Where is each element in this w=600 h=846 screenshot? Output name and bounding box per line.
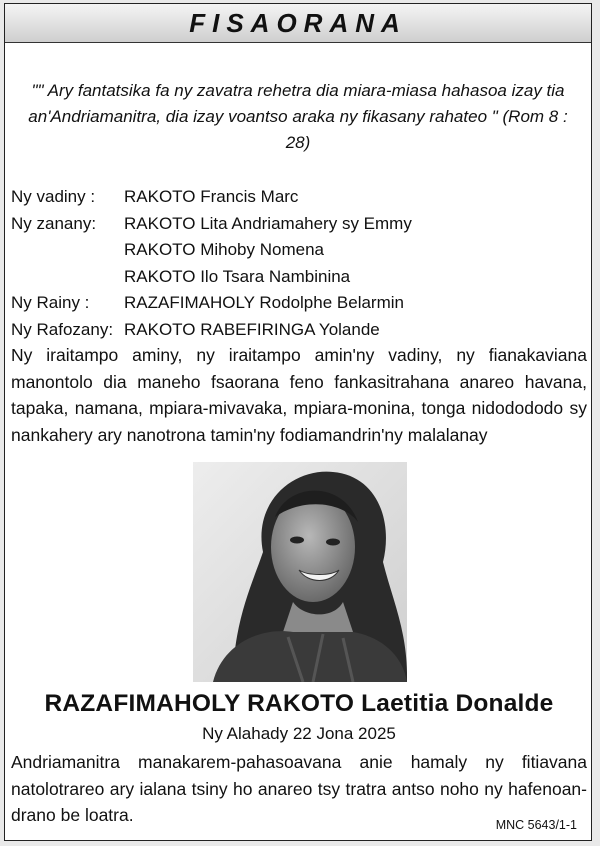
bible-quote [15, 78, 581, 156]
family-row-children [11, 211, 587, 238]
family-row-child [11, 264, 587, 291]
portrait-photo [193, 462, 407, 682]
death-date: Ny Alahady 22 Jona 2025 [202, 724, 396, 743]
family-row-child [11, 237, 587, 264]
portrait-image [193, 462, 407, 682]
notice-page [4, 3, 592, 841]
thanks-paragraph: Ny iraitampo aminy, ny iraitampo amin'ny vadiny, ny fianakaviana manontolo dia maneho fsaorana feno fankasitrahana anareo havana, tapaka, namana, mpiara-mivavaka, mpiara-monina, tonga nidodododo sy nankahery ary nanotrona tamin'ny fodiamandrin'ny malalanay [11, 345, 587, 445]
child-name: RAKOTO Ilo Tsara Nambinina [124, 266, 351, 286]
family-list [11, 184, 587, 343]
notice-title: FISAORANA [189, 8, 407, 38]
in-law-name: RAKOTO RABEFIRINGA Yolande [124, 319, 380, 339]
father-label: Ny Rainy : [11, 293, 90, 312]
family-row-spouse [11, 184, 587, 211]
reference-code: MNC 5643/1-1 [495, 818, 577, 832]
header-banner [5, 4, 591, 43]
family-row-in-law [11, 317, 587, 344]
spouse-label: Ny vadiny : [11, 187, 96, 206]
quote-reference: (Rom 8 : 28) [285, 107, 568, 152]
spouse-name: RAKOTO Francis Marc [124, 187, 299, 206]
deceased-name: RAZAFIMAHOLY RAKOTO Laetitia Donalde [44, 690, 554, 717]
closing-paragraph: Andriamanitra manakarem-pahasoavana anie hamaly ny fitiavana natolotrareo ary ialana tsiny ho anareo tsy tratra antso noho ny hafenoan-drano be loatra. [11, 752, 587, 825]
quote-text: "" Ary fantatsika fa ny zavatra rehetra dia miara-miasa hahasoa izay tia an'Andriamanitra, dia izay voantso araka ny fikasany rahateo " [28, 81, 565, 126]
father-name: RAZAFIMAHOLY Rodolphe Belarmin [124, 293, 404, 312]
in-law-label: Ny Rafozany: [11, 319, 114, 339]
child-name: RAKOTO Mihoby Nomena [124, 240, 324, 259]
child-name: RAKOTO Lita Andriamahery sy Emmy [124, 213, 412, 233]
children-label: Ny zanany: [11, 213, 97, 233]
family-row-father [11, 290, 587, 317]
